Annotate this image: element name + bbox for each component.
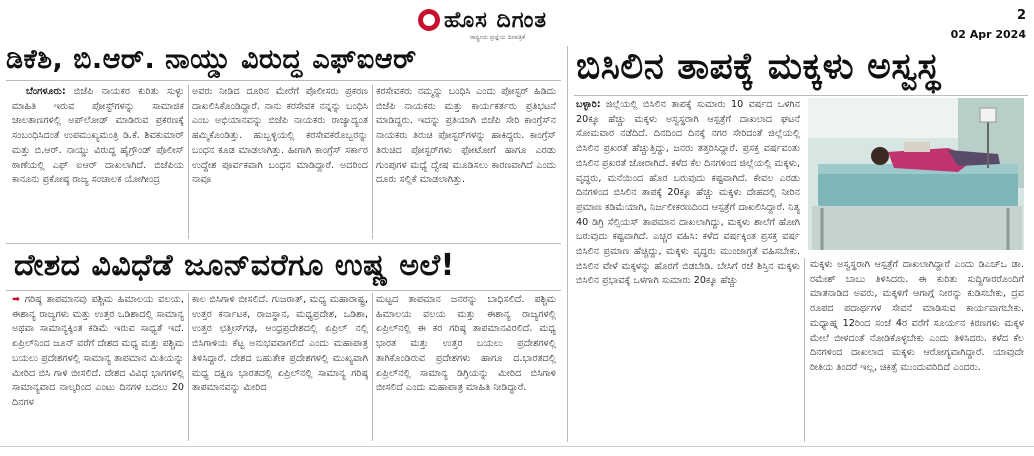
edition-date: 02 Apr 2024 — [950, 28, 1026, 41]
newspaper-tagline: ರಾಷ್ಟ್ರೀಯ ಪ್ರಜ್ಞೆಯ ದಿನಪತ್ರಿಕೆ — [470, 34, 526, 41]
story1-column-2 — [192, 85, 368, 239]
hospital-patient-photo — [808, 98, 1024, 250]
story1-text-3: ಕರಸೇವಕರು ನಮ್ಮನ್ನು ಬಂಧಿಸಿ ಎಂದು ಪೋಸ್ಟರ್ ಹಿಡಿದು ಬಿಜೆಪಿ ನಾಯಕರು ಮತ್ತು ಕಾರ್ಯಕರ್ತರು ಪ್ರತಿಭಟನೆ ಮಾಡಿದ್ದರು. ಇದನ್ನು ಪ್ರತಿಯಾಗಿ ಬಿಜೆಪಿ ಸೇರಿ ಕಾಂಗ್ರೆಸ್‌ನ ನಾಯಕರು ತಿರುಚಿ ಪೋಸ್ಟರ್‌ಗಳನ್ನು ಹಾಕಿದ್ದರು. ಕಾಂಗ್ರೆಸ್ ತಿರುಚಿದ ಪೋಸ್ಟರ್‌ಗಳು ಫೋಟೋಗೆ ಹಾಗೂ ಎರಡು ಗುಂಪುಗಳ ಮಧ್ಯೆ ದ್ವೇಷ ಮೂಡಿಸಲು ಕಾರಣವಾಗಿದೆ ಎಂದು ದೂರು ಸಲ್ಲಿಕೆ ಮಾಡಲಾಗಿತ್ತು. — [376, 86, 556, 186]
story2-text-1: ಗರಿಷ್ಠ ತಾಪಮಾನವು ಪಶ್ಚಿಮ ಹಿಮಾಲಯ ವಲಯ, ಈಶಾನ್ಯ ರಾಜ್ಯಗಳು ಮತ್ತು ಉತ್ತರ ಒಡಿಶಾದಲ್ಲಿ ಸಾಮಾನ್ಯ ಅಥವಾ ಸಾಮಾನ್ಯಕ್ಕಿಂತ ಕಡಿಮೆ ಇರುವ ಸಾಧ್ಯತೆ ಇದೆ. ಏಪ್ರಿಲ್‌ನಿಂದ ಜೂನ್ ವರೆಗೆ ದೇಶದ ಮಧ್ಯ ಮತ್ತು ಪಶ್ಚಿಮ ಬಯಲು ಪ್ರದೇಶಗಳಲ್ಲಿ ಸಾಮಾನ್ಯ ತಾಪಮಾನ ಮಿತಿಯನ್ನು ಮೀರಿದ ಬಿಸಿ ಗಾಳಿ ಬೀಸಲಿದೆ. ದೇಶದ ವಿವಿಧ ಭಾಗಗಳಲ್ಲಿ ಸಾಮಾನ್ಯವಾದ ನಾಲ್ಕರಿಂದ ಎಂಟು ದಿನಗಳ ಬದಲು 20 ದಿನಗಳ — [12, 294, 184, 408]
page-number: 2 — [1016, 8, 1026, 23]
story3-column-2 — [810, 258, 1024, 442]
story1-col-divider-1 — [188, 85, 189, 239]
story3-col-divider — [804, 258, 805, 442]
story1-text-2: ಅವರು ನೀಡಿದ ದೂರಿನ ಮೇರೆಗೆ ಪೊಲೀಸರು ಪ್ರಕರಣ ದಾಖಲಿಸಿಕೊಂಡಿದ್ದಾರೆ. ನಾನು ಕರಸೇವಕ ನನ್ನನ್ನು ಬಂಧಿಸಿ ಎಂಬ ಅಭಿಯಾನವನ್ನು ಬಿಜೆಪಿ ನಾಯಕರು ರಾಜ್ಯಾದ್ಯಂತ ಹಮ್ಮಿಕೊಂಡಿತ್ತು. ಹುಬ್ಬಳ್ಳಿಯಲ್ಲಿ ಕರಸೇವಕರೊಬ್ಬರನ್ನು ಬಂಧನ ಕೂಡ ಮಾಡಲಾಗಿತ್ತು. ಹೀಗಾಗಿ ಕಾಂಗ್ರೆಸ್ ಸರ್ಕಾರ ಉದ್ದೇಶ ಪೂರ್ವಕವಾಗಿ ಬಂಧನ ಮಾಡಿದ್ದಾರೆ. ಅದರಿಂದ ನಾವೂ — [192, 86, 368, 186]
masthead — [0, 0, 1034, 46]
story1-dateline: ಬೆಂಗಳೂರು: — [26, 86, 66, 97]
story3-headline: ಬಿಸಿಲಿನ ತಾಪಕ್ಕೆ ಮಕ್ಕಳು ಅಸ್ವಸ್ಥ — [576, 46, 941, 87]
story2-column-3 — [376, 293, 556, 441]
story2-col-divider-2 — [372, 293, 373, 441]
story3-text-2: ಮಕ್ಕಳು ಅಸ್ವಸ್ಥರಾಗಿ ಆಸ್ಪತ್ರೆಗೆ ದಾಖಲಾಗಿದ್ದಾರೆ ಎಂದು ಡಿಎಚ್‌ಒ ಡಾ. ರಮೇಶ್ ಬಾಬು ತಿಳಿಸಿದರು. ಈ ಕುರಿತು ಸುದ್ದಿಗಾರರೊಂದಿಗೆ ಮಾತನಾಡಿದ ಅವರು, ಮಕ್ಕಳಿಗೆ ಆಗಾಗ್ಗೆ ನೀರನ್ನು ಕುಡಿಸಬೇಕು, ದ್ರವ ರೂಪದ ಪದಾರ್ಥಗಳ ಸೇವನೆ ಮಾಡಿಸುವ ಕಾರ್ಯವಾಗಬೇಕು. ಮಧ್ಯಾಹ್ನ 12ರಿಂದ ಸಂಜೆ 4ರ ವರೆಗೆ ಸೂರ್ಯನ ಕಿರಣಗಳು ಮಕ್ಕಳ ಮೇಲೆ ಬೀಳದಂತೆ ನೋಡಿಕೊಳ್ಳಬೇಕು ಎಂದು ತಿಳಿಸಿದರು. ಕಳೆದ ಕೆಲ ದಿನಗಳಿಂದ ದಾಖಲಾದ ಮಕ್ಕಳು ಆರೋಗ್ಯವಾಗಿದ್ದಾರೆ. ಯಾವುದೇ ರೀತಿಯ ತಿಂದರೆ ಇಲ್ಲ, ಚಿಕಿತ್ಸೆ ಮುಂದುವರಿದಿದೆ ಎಂದರು. — [810, 259, 1024, 373]
story1-text-1: ಬಿಜೆಪಿ ನಾಯಕರ ಕುರಿತು ಸುಳ್ಳು ಮಾಹಿತಿ ಇರುವ ಪೋಸ್ಟ್‌ಗಳನ್ನು ಸಾಮಾಜಿಕ ಜಾಲತಾಣಗಳಲ್ಲಿ ಅಪ್‌ಲೋಡ್ ಮಾಡಿರುವ ಪ್ರಕರಣಕ್ಕೆ ಸಂಬಂಧಿಸಿದಂತೆ ಉಪಮುಖ್ಯಮಂತ್ರಿ ಡಿ.ಕೆ. ಶಿವಕುಮಾರ್ ಮತ್ತು ಬಿ.ಆರ್. ನಾಯ್ಡು ವಿರುದ್ಧ ಹೈಗ್ರೌಂಡ್ ಪೊಲೀಸ್ ಠಾಣೆಯಲ್ಲಿ ಎಫ್ ಐಆರ್ ದಾಖಲಾಗಿದೆ. ಬಿಜೆಪಿಯ ಕಾನೂನು ಪ್ರಕೋಷ್ಠ ರಾಜ್ಯ ಸಂಚಾಲಕ ಯೋಗೀಂದ್ರ — [12, 86, 184, 186]
story2-headline: ದೇಶದ ವಿವಿಧೆಡೆ ಜೂನ್‌ವರೆಗೂ ಉಷ್ಣ ಅಲೆ! — [14, 248, 455, 283]
newspaper-logo — [418, 6, 547, 34]
story-separator — [6, 243, 561, 244]
story2-text-2: ಕಾಲ ಬಿಸಿಗಾಳಿ ಬೀಸಲಿದೆ. ಗುಜರಾತ್, ಮಧ್ಯ ಮಹಾರಾಷ್ಟ್ರ, ಉತ್ತರ ಕರ್ನಾಟಕ, ರಾಜಸ್ಥಾನ, ಮಧ್ಯಪ್ರದೇಶ, ಒಡಿಶಾ, ಉತ್ತರ ಛತ್ತೀಸ್‌ಗಢ, ಆಂಧ್ರಪ್ರದೇಶದಲ್ಲಿ ಏಪ್ರಿಲ್ ನಲ್ಲಿ ಬಿಸಿಗಾಳಿಯ ಕೆಟ್ಟ ಅನುಭವವಾಗಲಿದೆ ಎಂದು ಮಹಾಪಾತ್ರ ತಿಳಿಸಿದ್ದಾರೆ. ದೇಶದ ಬಹುತೇಕ ಪ್ರದೇಶಗಳಲ್ಲಿ ಮುಖ್ಯವಾಗಿ ಮಧ್ಯ ದಕ್ಷಿಣ ಭಾರತದಲ್ಲಿ ಏಪ್ರಿಲ್‌ನಲ್ಲಿ ಸಾಮಾನ್ಯ ಗರಿಷ್ಠ ತಾಪಮಾನವನ್ನು ಮೀರಿದ — [192, 294, 368, 394]
story2-text-3: ಮಟ್ಟದ ತಾಪಮಾನ ಜನರನ್ನು ಬಾಧಿಸಲಿದೆ. ಪಶ್ಚಿಮ ಹಿಮಾಲಯ ವಲಯ ಮತ್ತು ಈಶಾನ್ಯ ರಾಜ್ಯಗಳಲ್ಲಿ ಏಪ್ರಿಲ್‌ನಲ್ಲಿ ಈ ಕರ ಗರಿಷ್ಠ ತಾಪಮಾನವಿರಲಿದೆ. ಮಧ್ಯ ಭಾರತ ಮತ್ತು ಉತ್ತರ ಬಯಲು ಪ್ರದೇಶಗಳಲ್ಲಿ ತಾಗಿಕೊಂಡಿರುವ ಪ್ರದೇಶಗಳು ಹಾಗೂ ದ.ಭಾರತದಲ್ಲಿ ಏಪ್ರಿಲ್‌ನಲ್ಲಿ ಸಾಮಾನ್ಯ ಡಿಗ್ರಿಯನ್ನು ಮೀರಿದ ಬಿಸಿಗಾಳಿ ಬೀಸಲಿದೆ ಎಂದು ಮಹಾಪಾತ್ರ ಮಾಹಿತಿ ನೀಡಿದ್ದಾರೆ. — [376, 294, 556, 394]
story2-column-1 — [12, 293, 184, 441]
story2-col-divider-1 — [188, 293, 189, 441]
story1-top-rule — [6, 80, 561, 81]
story3-column-1 — [576, 98, 800, 442]
page-column-divider — [567, 46, 568, 442]
story3-top-rule — [574, 95, 1028, 96]
newspaper-title: ಹೊಸ ದಿಗಂತ — [444, 7, 548, 33]
story1-column-3 — [376, 85, 556, 239]
logo-mark-icon — [418, 9, 440, 31]
story2-top-rule — [6, 290, 561, 291]
story3-text-1: ಜಿಲ್ಲೆಯಲ್ಲಿ ಬಿಸಿಲಿನ ತಾಪಕ್ಕೆ ಸುಮಾರು 10 ವರ್ಷದ ಒಳಗಿನ 20ಕ್ಕೂ ಹೆಚ್ಚು ಮಕ್ಕಳು ಅಸ್ವಸ್ಥರಾಗಿ ಆಸ್ಪತ್ರೆಗೆ ದಾಖಲಾದ ಘಟನೆ ಸೋಮವಾರ ನಡೆದಿದೆ. ದಿನದಿಂದ ದಿನಕ್ಕೆ ನಗರ ಸೇರಿದಂತೆ ಜಿಲ್ಲೆಯಲ್ಲಿ ಬಿಸಿಲಿನ ಪ್ರಖರತೆ ಹೆಚ್ಚುತ್ತಿದ್ದು, ಜನರು ತತ್ತರಿಸಿದ್ದಾರೆ. ಪ್ರಸಕ್ತ ವರ್ಷವಂತು ಬಿಸಿಲಿನ ಪ್ರಖರತೆ ಜೋರಾಗಿದೆ. ಕಳೆದ ಕೆಲ ದಿನಗಳಿಂದ ಜಿಲ್ಲೆಯಲ್ಲಿ ಮಕ್ಕಳು, ವೃದ್ಧರು, ಮನೆಯಿಂದ ಹೊರ ಬರುವುದು ಕಷ್ಟವಾಗಿದೆ. ಕೇವಲ ಎರಡು ದಿನಗಳಿಂದ ಬಿಸಿಲಿನ ತಾಪಕ್ಕೆ 20ಕ್ಕೂ ಹೆಚ್ಚು ಮಕ್ಕಳು ದೇಹದಲ್ಲಿ ನೀರಿನ ಪ್ರಮಾಣ ಕಡಿಮೆಯಾಗಿ, ನಿರ್ಜಲೀಕರಣದಿಂದ ಆಸ್ಪತ್ರೆಗೆ ದಾಖಲಿಸಿದ್ದಾರೆ. ನಿತ್ಯ 40 ಡಿಗ್ರಿ ಸೆಲ್ಸಿಯಸ್ ತಾಪಮಾನ ದಾಖಲಾಗಿದ್ದು, ಮಕ್ಕಳು ಶಾಲೆಗೆ ಹೋಗಿ ಬರುವುದು ಕಷ್ಟವಾಗಿದೆ. ಎಚ್ಚರ ವಹಿಸಿ: ಕಳೆದ ವರ್ಷಕ್ಕಿಂತ ಪ್ರಸಕ್ತ ವರ್ಷ ಬಿಸಿಲಿನ ಪ್ರಮಾಣ ಹೆಚ್ಚಿದ್ದು, ಮಕ್ಕಳು ವೃದ್ಧರು ಮುಂಜಾಗ್ರತೆ ವಹಿಸಬೇಕು. ಬಿಸಿಲಿನ ವೇಳೆ ಮಕ್ಕಳನ್ನು ಹೊರಗೆ ಬಿಡಬೇಡಿ. ಬೇಸಿಗೆ ರಜೆ ಶಿಸ್ತಿನ ಮಕ್ಕಳು ಬಿಸಿಲಿನ ಪ್ರಭಾವಕ್ಕೆ ಒಳಗಾಗಿ ಸುಮಾರು 20ಕ್ಕೂ ಹೆಚ್ಚು — [576, 99, 800, 287]
page-bottom-edge — [0, 446, 1034, 456]
story3-dateline: ಬಳ್ಳಾರಿ: — [576, 99, 601, 110]
story1-headline: ಡಿಕೆಶಿ, ಬಿ.ಆರ್. ನಾಯ್ಡು ವಿರುದ್ಧ ಎಫ್ಐಆರ್ — [6, 44, 417, 75]
story2-column-2 — [192, 293, 368, 441]
story1-column-1 — [12, 85, 184, 239]
story1-col-divider-2 — [372, 85, 373, 239]
arrow-icon: ➡ — [12, 294, 21, 305]
